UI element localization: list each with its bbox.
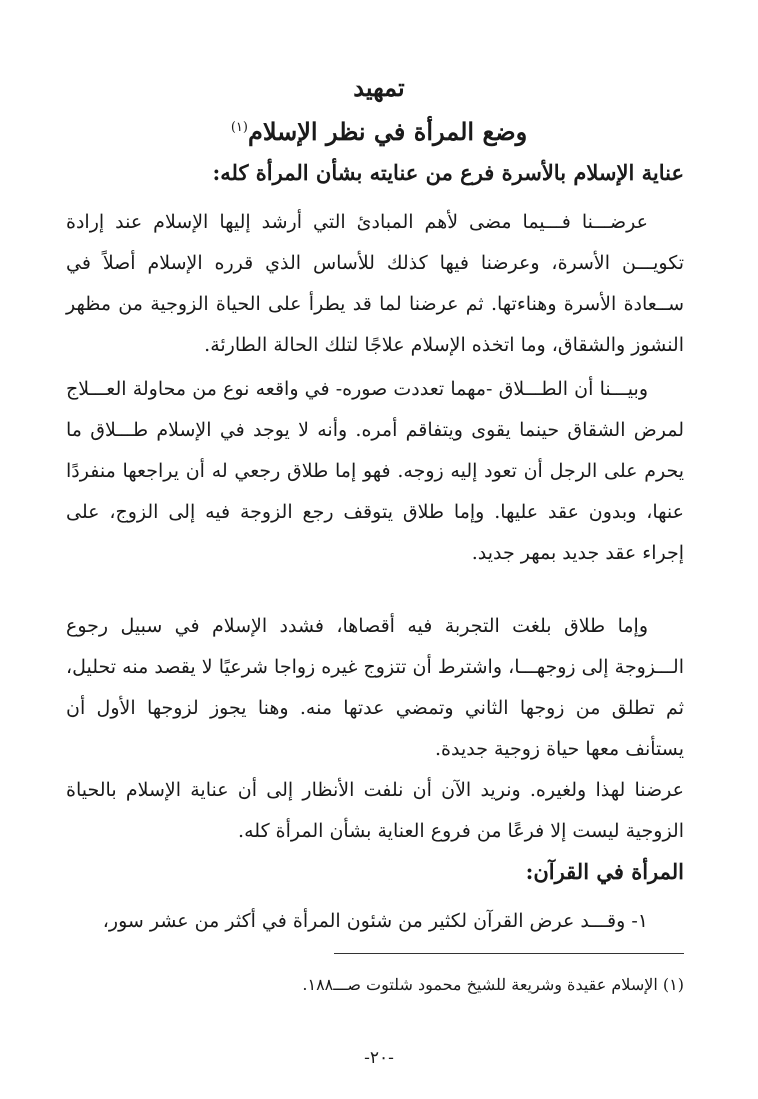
section-title: [0, 110, 758, 150]
paragraph-1: عرضـــنا فـــيما مضى لأهم المبادئ التي أرشد إليها الإسلام عند إرادة تكويـــن الأسرة، وعرضنا فيها كذلك للأساس الذي قرره الإسلام أصلاً في ســعادة الأسرة وهناءتها. ثم عرضنا لما قد يطرأ على الحياة الزوجية من مظهر النشوز والشقاق، وما اتخذه الإسلام علاجًا لتلك الحالة الطارئة.: [66, 211, 684, 356]
paragraph-5: ١- وقـــد عرض القرآن لكثير من شئون المرأة في أكثر من عشر سور،: [102, 910, 648, 932]
heading-woman-in-quran: المرأة في القرآن:: [525, 859, 684, 884]
paragraph-3: وإما طلاق بلغت التجربة فيه أقصاها، فشدد الإسلام في سبيل رجوع الـــزوجة إلى زوجهـــا، واشترط أن تتزوج غيره زواجا شرعيًا لا يقصد منه تحليل، ثم تطلق من زوجها الثاني وتمضي عدتها منه. وهنا يجوز لزوجها الأول أن يستأنف معها حياة زوجية جديدة.: [66, 615, 684, 760]
section-title-text: وضع المرأة في نظر الإسلام: [247, 117, 528, 146]
footnote-reference[interactable]: (١): [230, 120, 248, 135]
footnote: (١) الإسلام عقيدة وشريعة للشيخ محمود شلتوت صـــ١٨٨.: [302, 975, 684, 994]
chapter-title: تمهيد: [353, 73, 405, 102]
page-number: -٢٠-: [364, 1048, 394, 1068]
footnote-separator: [334, 953, 684, 954]
heading-family-care: عناية الإسلام بالأسرة فرع من عنايته بشأن المرأة كله:: [212, 160, 684, 185]
paragraph-2: وبيـــنا أن الطـــلاق -مهما تعددت صوره- في واقعه نوع من محاولة العـــلاج لمرض الشقاق حينما يقوى ويتفاقم أمره. وأنه لا يوجد في الإسلام طـــلاق ما يحرم على الرجل أن تعود إليه زوجه. فهو إما طلاق رجعي له أن يراجعها منفردًا عنها، وبدون عقد عليها. وإما طلاق يتوقف رجع الزوجة فيه إلى الزوج، على إجراء عقد جديد بمهر جديد.: [66, 378, 684, 564]
paragraph-4: عرضنا لهذا ولغيره. ونريد الآن أن نلفت الأنظار إلى أن عناية الإسلام بالحياة الزوجية ليست إلا فرعًا من فروع العناية بشأن المرأة كله.: [66, 779, 684, 842]
